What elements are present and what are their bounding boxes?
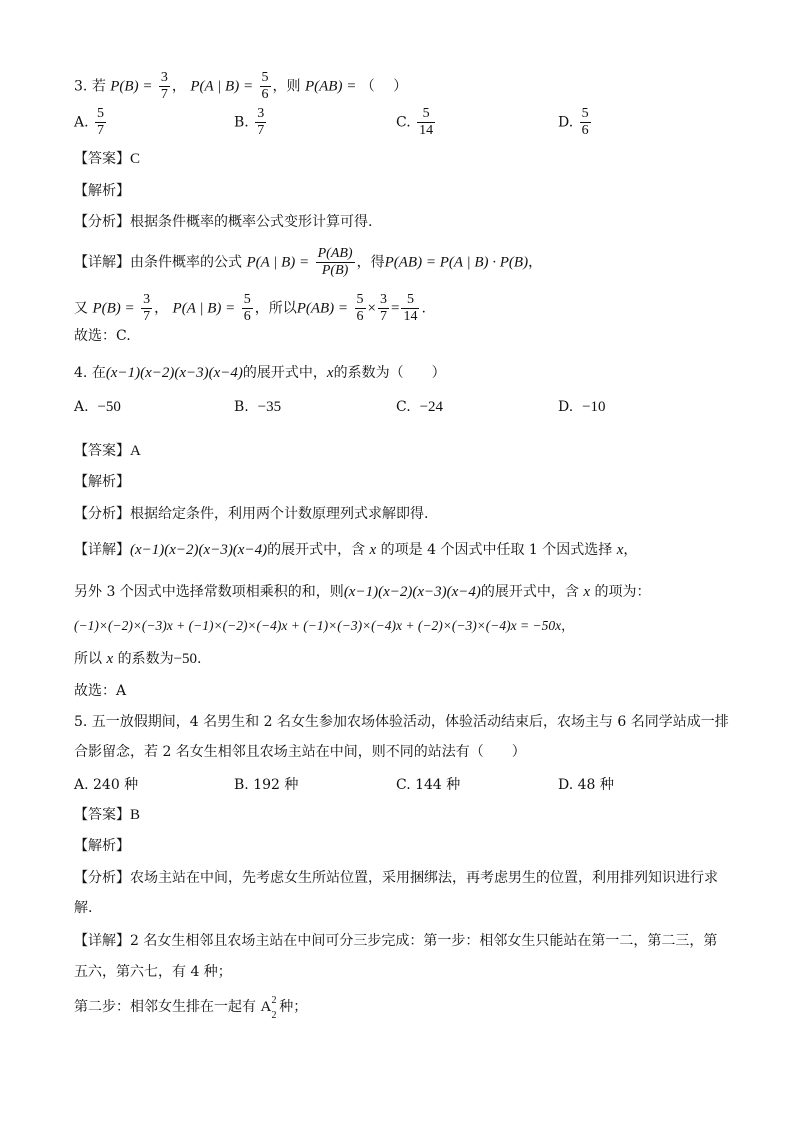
xiangjie-text: 由条件概率的公式 [130, 254, 242, 271]
suoyi-text: ，所以 [254, 300, 297, 317]
q4-line2 [74, 582, 650, 602]
answer-tag: 【答案】 [74, 151, 130, 167]
period: . [421, 300, 426, 317]
q3-option-a [74, 106, 108, 139]
step2-text: 第二步：相邻女生排在一起有 [74, 999, 256, 1015]
q3-option-c [396, 106, 437, 139]
frac-den: 14 [403, 309, 418, 324]
analysis-tag: 【解析】 [74, 474, 130, 490]
xiangjie-tag: 【详解】 [74, 254, 130, 271]
option-label: D. 48 种 [558, 777, 614, 793]
frac-den: 6 [356, 309, 364, 324]
q3-analysis [74, 181, 130, 201]
option-den: 14 [419, 123, 434, 138]
q5-step2 [74, 995, 308, 1021]
q4-x: x [326, 365, 334, 381]
arrangement-A: A [260, 999, 272, 1015]
q3-stem [74, 70, 407, 103]
xiangjie-tag: 【详解】 [74, 933, 130, 949]
q4-stem [74, 363, 446, 383]
q4-option-c [396, 399, 443, 416]
q4-option-a [74, 399, 121, 416]
frac-num: 3 [143, 292, 151, 307]
q5-option-a [74, 774, 138, 794]
xj-text: 的展开式中，含 [267, 542, 366, 558]
fenxi-text: 根据条件概率的概率公式变形计算可得. [130, 214, 373, 230]
q3-pab-cond-frac [260, 70, 271, 103]
you-pab-frac [242, 292, 253, 325]
q5-xiangjie-line1 [74, 931, 717, 951]
option-label: D. [558, 399, 574, 415]
q5-answer [74, 805, 140, 825]
q3-answer [74, 149, 140, 169]
you-pab: P(A | B) = [172, 300, 236, 317]
formula-lhs: P(A | B) = [246, 254, 310, 271]
option-value: −50 [97, 399, 121, 415]
q4-option-d [558, 399, 606, 416]
you-pb-frac [141, 292, 152, 325]
xiangjie-tag: 【详解】 [74, 542, 130, 558]
line2-x: x [583, 584, 591, 600]
you-text: 又 [74, 300, 88, 317]
q3-if: 若 [91, 78, 106, 95]
q3-pab-cond-den: 6 [261, 87, 269, 102]
answer-value: B [130, 807, 141, 823]
q4-answer [74, 441, 141, 461]
q3-pb-den: 7 [160, 87, 168, 102]
q4-rest2: 的系数为（ ） [333, 365, 446, 381]
option-frac [255, 106, 266, 139]
q4-option-b [234, 399, 281, 416]
answer-value: A [130, 443, 141, 459]
fenxi-text: 解. [74, 900, 93, 916]
option-label: C. [396, 399, 411, 415]
option-label: B. [234, 114, 249, 131]
formula-num: P(AB) [317, 246, 353, 261]
xj-expr: (x−1)(x−2)(x−3)(x−4) [130, 542, 268, 558]
fenxi-text: 根据给定条件，利用两个计数原理列式求解即得. [130, 506, 429, 522]
q4-choice [74, 681, 126, 701]
option-den: 6 [581, 123, 589, 138]
option-label: A. [74, 114, 89, 131]
frac-den: 6 [243, 309, 251, 324]
fenxi-tag: 【分析】 [74, 506, 130, 522]
arrangement-symbol [260, 995, 277, 1021]
formula-den: P(B) [321, 263, 349, 278]
xj-text: ， [623, 542, 638, 558]
suoyi-text2: 的系数为 [117, 651, 174, 667]
stem-text: 5. 五一放假期间，4 名男生和 2 名女生参加农场体验活动，体验活动结束后，农场主与 6 名同学站成一排 [74, 714, 729, 730]
suoyi-pab: P(AB) = [296, 300, 349, 317]
option-value: −10 [582, 399, 606, 415]
q5-xiangjie-line2 [74, 962, 232, 982]
q4-sum-line [74, 616, 574, 637]
equals-sign: = [390, 300, 400, 317]
you-pb: P(B) = [92, 300, 135, 317]
q4-xiangjie [74, 540, 637, 560]
q5-option-c [396, 774, 460, 794]
step2-end: 种； [279, 999, 308, 1015]
option-value: −35 [257, 399, 282, 415]
stem-text: 合影留念，若 2 名女生相邻且农场主站在中间，则不同的站法有（ ） [74, 744, 526, 760]
formula-end: ， [528, 254, 543, 271]
suoyi-end: . [197, 651, 202, 667]
line2-text: 的展开式中，含 [480, 584, 579, 600]
q4-analysis [74, 472, 130, 492]
times-sign: × [367, 300, 376, 317]
option-label: B. [234, 399, 249, 415]
sum-end: ， [561, 619, 575, 634]
option-label: C. 144 种 [396, 777, 461, 793]
option-value: −24 [419, 399, 444, 415]
arrangement-sub: 2 [271, 1010, 277, 1021]
q3-you-line [74, 292, 426, 325]
q5-stem-line1 [74, 712, 729, 732]
q5-fenxi-line2 [74, 898, 92, 918]
q3-pab-cond-lhs: P(A | B) = [190, 78, 254, 95]
q4-suoyi [74, 649, 202, 669]
option-num: 5 [581, 106, 589, 121]
frac-num: 5 [356, 292, 364, 307]
q3-paren: （ ） [360, 78, 408, 95]
q5-analysis [74, 836, 130, 856]
q5-stem-line2 [74, 742, 526, 762]
q4-number: 4. [74, 365, 88, 381]
q4-in: 在 [91, 365, 106, 381]
q4-fenxi [74, 504, 428, 524]
frac-den: 7 [143, 309, 151, 324]
option-num: 5 [417, 106, 435, 123]
analysis-tag: 【解析】 [74, 838, 130, 854]
fenxi-tag: 【分析】 [74, 214, 130, 230]
choice-text: 故选：A [74, 683, 127, 699]
formula-rhs: P(AB) = P(A | B) · P(B) [384, 254, 529, 271]
suoyi-value: −50 [173, 651, 198, 667]
suoyi-frac-3 [401, 292, 419, 325]
xiangjie-text: 2 名女生相邻且农场主站在中间可分三步完成：第一步：相邻女生只能站在第一二，第二三，第 [130, 933, 718, 949]
q3-option-d [558, 106, 593, 139]
option-label: A. 240 种 [74, 777, 139, 793]
q3-pab: P(AB) = [304, 78, 357, 95]
option-num: 5 [97, 106, 105, 121]
suoyi-text: 所以 [74, 651, 102, 667]
line2-expr: (x−1)(x−2)(x−3)(x−4) [343, 584, 481, 600]
line2-text: 另外 3 个因式中选择常数项相乘积的和，则 [74, 584, 344, 600]
xj-x: x [616, 542, 624, 558]
fenxi-tag: 【分析】 [74, 870, 130, 886]
q3-pb-lhs: P(B) = [110, 78, 153, 95]
answer-tag: 【答案】 [74, 443, 130, 459]
frac-num: 5 [401, 292, 419, 309]
suoyi-x: x [106, 651, 114, 667]
suoyi-frac-2 [378, 292, 389, 325]
option-label: D. [558, 114, 574, 131]
q5-option-b [234, 774, 298, 794]
option-frac [580, 106, 591, 139]
arrangement-sup: 2 [271, 995, 277, 1006]
option-num: 3 [257, 106, 265, 121]
q5-fenxi-line1 [74, 868, 718, 888]
xiangjie-text: 五六，第六七，有 4 种； [74, 964, 232, 980]
line2-text: 的项为： [594, 584, 651, 600]
q3-pab-cond-num: 5 [261, 70, 269, 85]
q3-xiangjie [74, 246, 542, 279]
option-den: 7 [257, 123, 265, 138]
formula-frac [316, 246, 355, 279]
answer-value: C [130, 151, 141, 167]
q4-expr: (x−1)(x−2)(x−3)(x−4) [105, 365, 243, 381]
frac-num: 5 [243, 292, 251, 307]
q4-rest: 的展开式中， [242, 365, 327, 381]
option-label: A. [74, 399, 89, 415]
formula-get: ，得 [356, 254, 385, 271]
fenxi-text: 农场主站在中间，先考虑女生所站位置，采用捆绑法，再考虑男生的位置，利用排列知识进行求 [130, 870, 718, 886]
q3-comma: ， [171, 78, 186, 95]
q3-then: ，则 [272, 78, 301, 95]
choice-text: 故选：C. [74, 328, 131, 344]
option-frac [417, 106, 435, 139]
q3-fenxi [74, 212, 372, 232]
q3-pb-frac [159, 70, 170, 103]
xj-text: 的项是 4 个因式中任取 1 个因式选择 [380, 542, 613, 558]
answer-tag: 【答案】 [74, 807, 130, 823]
q3-pb-num: 3 [160, 70, 168, 85]
suoyi-frac-1 [355, 292, 366, 325]
frac-den: 7 [379, 309, 387, 324]
q3-choice [74, 326, 131, 346]
option-label: C. [396, 114, 411, 131]
q3-option-b [234, 106, 268, 139]
analysis-tag: 【解析】 [74, 183, 130, 199]
comma: ， [154, 300, 169, 317]
xj-x: x [369, 542, 377, 558]
q5-option-d [558, 774, 614, 794]
option-den: 7 [97, 123, 105, 138]
option-label: B. 192 种 [234, 777, 299, 793]
sum-expr: (−1)×(−2)×(−3)x + (−1)×(−2)×(−4)x + (−1)×(−3)×(−4)x + (−2)×(−3)×(−4)x = −50x [74, 618, 562, 633]
frac-num: 3 [379, 292, 387, 307]
option-frac [95, 106, 106, 139]
q3-number: 3. [74, 78, 88, 95]
